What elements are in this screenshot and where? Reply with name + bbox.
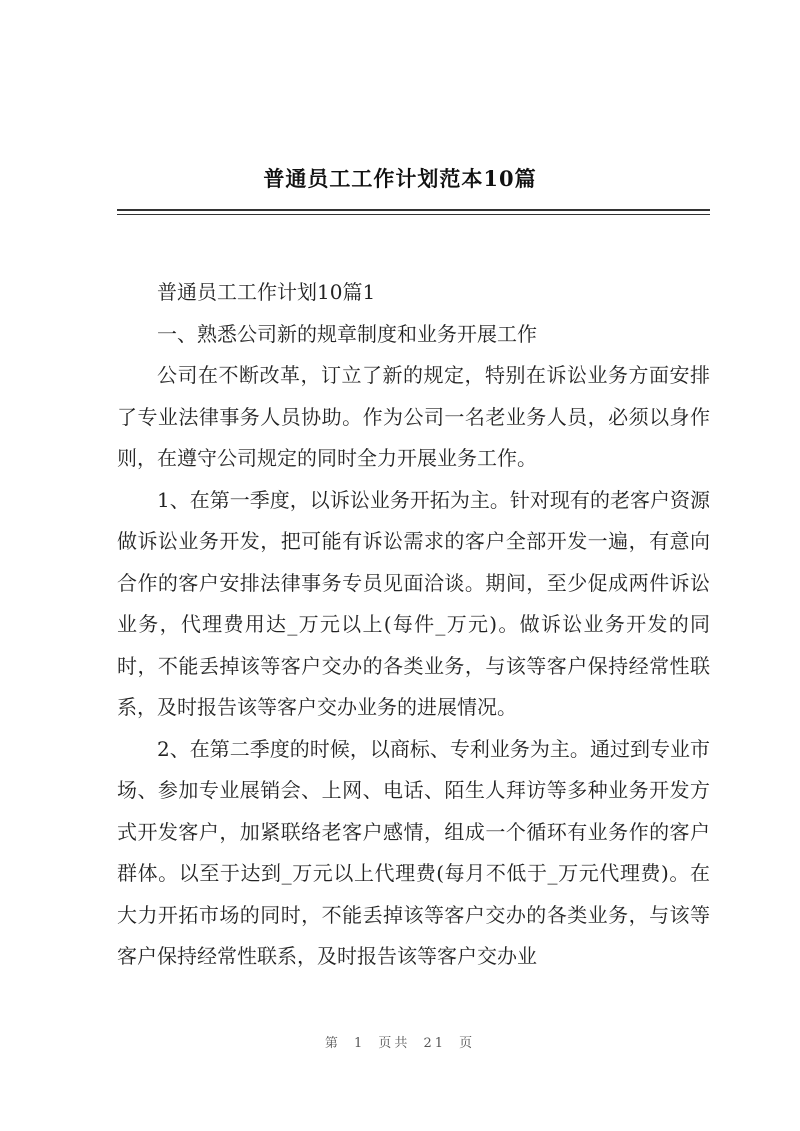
title-divider — [117, 209, 710, 211]
body-paragraph: 1、在第一季度，以诉讼业务开拓为主。针对现有的老客户资源做诉讼业务开发，把可能有诉讼需求的客户全部开发一遍，有意向合作的客户安排法律事务专员见面洽谈。期间，至少促成两件诉讼业务，代理费用达_万元以上(每件_万元)。做诉讼业务开发的同时，不能丢掉该等客户交办的各类业务，与该等客户保持经常性联系，及时报告该等客户交办业务的进展情况。 — [117, 487, 710, 719]
document-title: 普通员工工作计划范本10篇 — [263, 166, 537, 191]
body-paragraph: 2、在第二季度的时候，以商标、专利业务为主。通过到专业市场、参加专业展销会、上网、电话、陌生人拜访等多种业务开发方式开发客户，加紧联络老客户感情，组成一个循环有业务作的客户群体。以至于达到_万元以上代理费(每月不低于_万元代理费)。在大力开拓市场的同时，不能丢掉该等客户交办的各类业务，与该等客户保持经常性联系，及时报告该等客户交办业 — [117, 736, 710, 968]
section-heading: 普通员工工作计划10篇1 — [157, 280, 376, 304]
page-footer: 第 1 页共 21 页 — [324, 1036, 476, 1051]
subsection-heading: 一、熟悉公司新的规章制度和业务开展工作 — [157, 321, 537, 346]
title-divider-thin — [117, 214, 710, 215]
document-body — [117, 272, 710, 978]
body-paragraph: 公司在不断改革，订立了新的规定，特别在诉讼业务方面安排了专业法律事务人员协助。作为公司一名老业务人员，必须以身作则，在遵守公司规定的同时全力开展业务工作。 — [117, 363, 710, 470]
